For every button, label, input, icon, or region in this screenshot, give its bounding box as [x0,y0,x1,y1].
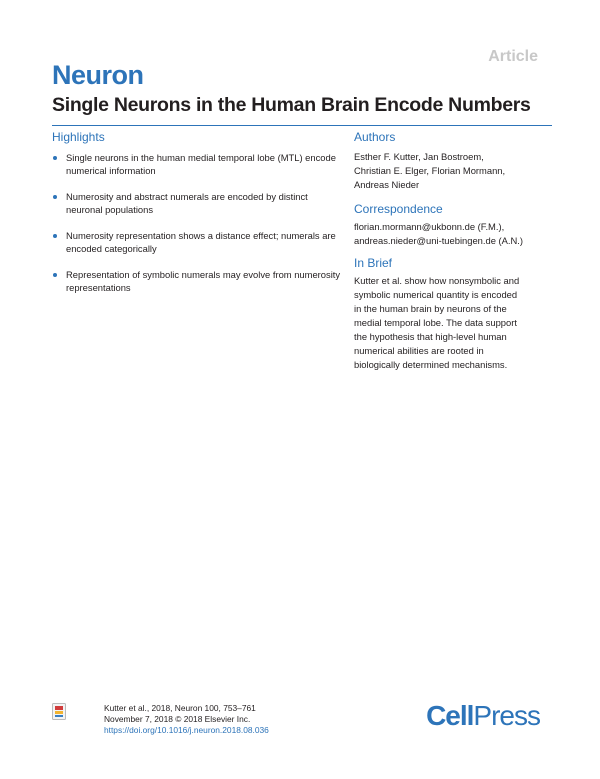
authors-list [354,150,554,192]
in-brief-section [354,256,554,372]
author-line: Esther F. Kutter, Jan Bostroem, [354,151,484,162]
in-brief-text: Kutter et al. show how nonsymbolic and symbolic numerical quantity is encoded in the human brain by neurons of the medial temporal lobe. The data support the hypothesis that high-level human numerical abilities are rooted in biologically determined mechanisms. [354,275,520,370]
highlights-list [52,152,342,294]
author-line: Christian E. Elger, Florian Mormann, [354,165,506,176]
correspondence-list [354,220,554,248]
citation-line: Kutter et al., 2018, Neuron 100, 753–761 [104,703,256,713]
bullet-icon [53,273,57,277]
article-type-label: Article [488,48,538,65]
highlights-heading: Highlights [52,130,105,144]
highlights-section [52,130,342,308]
crossmark-icon[interactable] [52,703,66,720]
author-line: Andreas Nieder [354,179,420,190]
doi-link[interactable]: https://doi.org/10.1016/j.neuron.2018.08.036 [104,725,269,735]
list-item: Numerosity and abstract numerals are encoded by distinct neuronal populations [52,191,342,216]
authors-section [354,130,554,192]
authors-heading: Authors [354,130,396,144]
date-line: November 7, 2018 © 2018 Elsevier Inc. [104,714,251,724]
list-item: Numerosity representation shows a distance effect; numerals are encoded categorically [52,230,342,255]
journal-name: Neuron [52,60,144,90]
bullet-icon [53,234,57,238]
in-brief-heading: In Brief [354,256,393,270]
bullet-icon [53,195,57,199]
footer-citation [104,703,269,736]
paper-title: Single Neurons in the Human Brain Encode Numbers [52,94,531,116]
cellpress-logo: CellPress [426,700,540,731]
email-link[interactable]: andreas.nieder@uni-tuebingen.de (A.N.) [354,235,523,246]
correspondence-heading: Correspondence [354,202,443,216]
correspondence-section [354,202,554,248]
header-divider [52,125,552,126]
email-link[interactable]: florian.mormann@ukbonn.de (F.M.), [354,221,505,232]
list-item: Single neurons in the human medial temporal lobe (MTL) encode numerical information [52,152,342,177]
list-item: Representation of symbolic numerals may evolve from numerosity representations [52,269,342,294]
bullet-icon [53,156,57,160]
